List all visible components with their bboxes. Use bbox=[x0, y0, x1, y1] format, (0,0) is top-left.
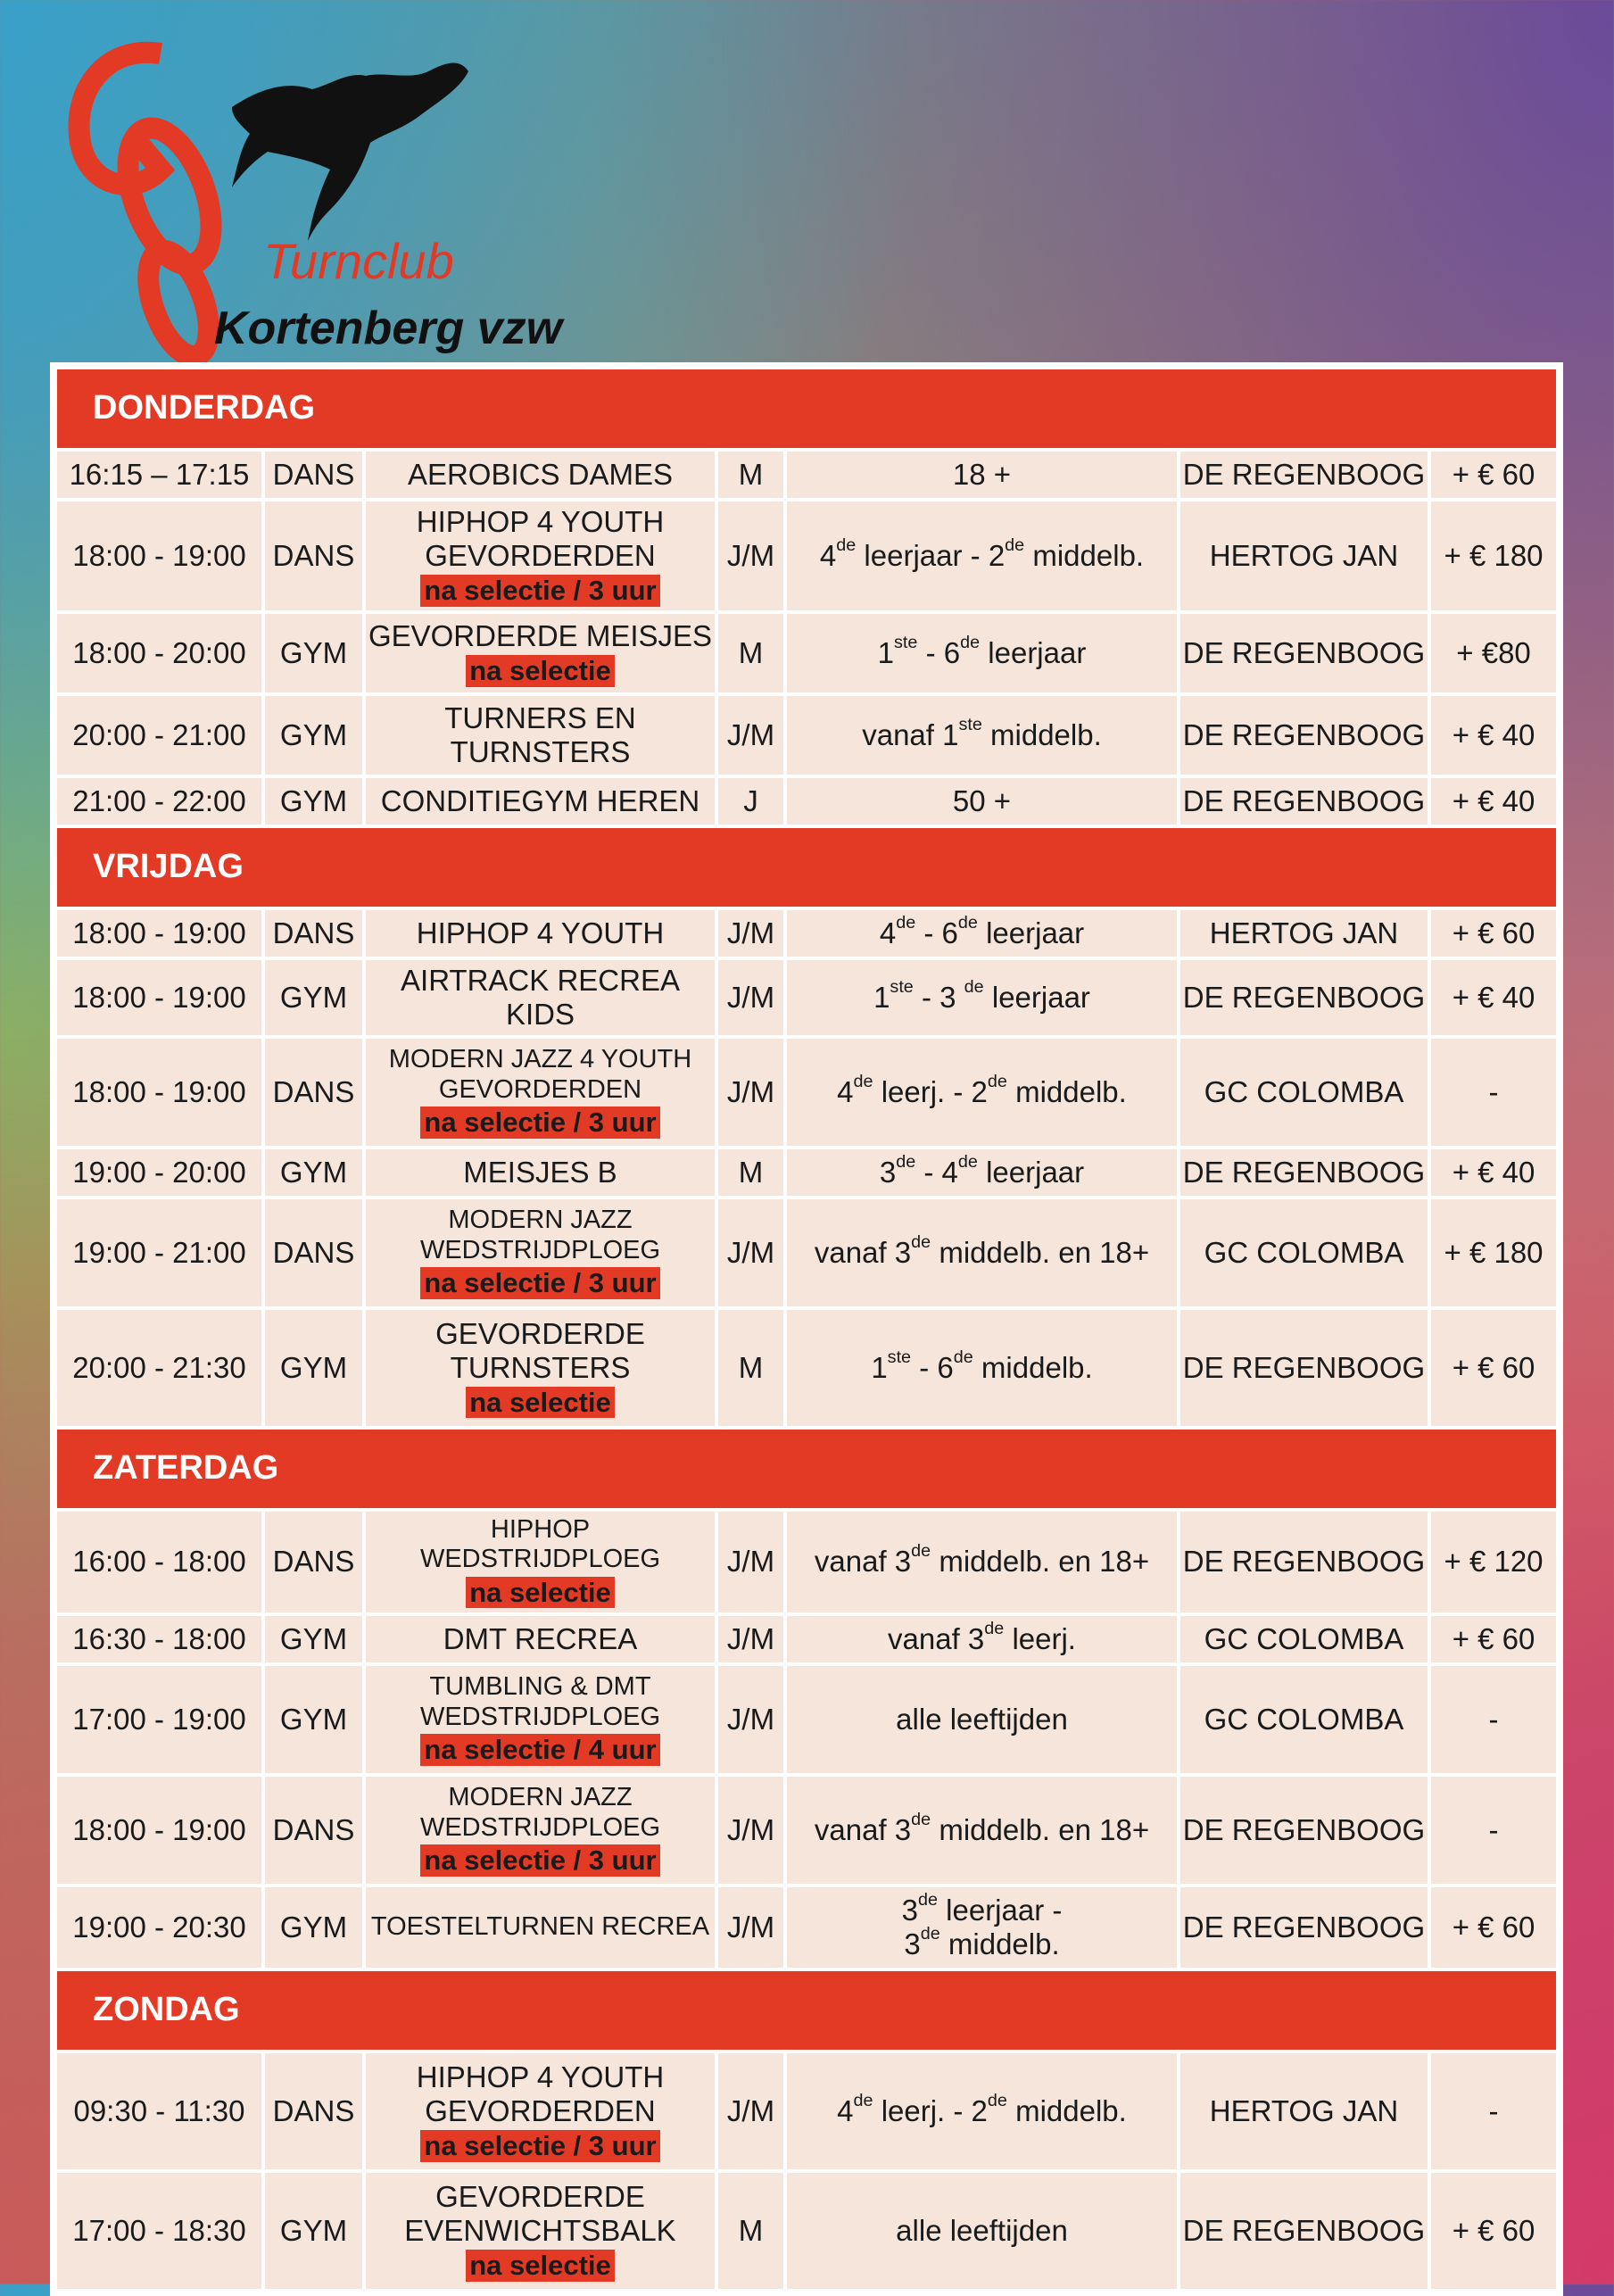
time-cell: 16:30 - 18:00 bbox=[57, 1616, 261, 1662]
type-cell: GYM bbox=[265, 1149, 362, 1196]
price-cell: + € 60 bbox=[1431, 2173, 1556, 2289]
time-cell: 17:00 - 18:30 bbox=[57, 2173, 261, 2289]
class-cell: HIPHOP WEDSTRIJDPLOEG na selectie bbox=[366, 1512, 715, 1612]
selection-note: na selectie bbox=[466, 1577, 615, 1609]
price-cell: + € 40 bbox=[1431, 960, 1556, 1035]
schedule-row bbox=[57, 1887, 1556, 1968]
age-cell: 3de - 4de leerjaar bbox=[787, 1149, 1177, 1196]
gender-cell: J/M bbox=[718, 960, 783, 1035]
time-cell: 19:00 - 20:00 bbox=[57, 1149, 261, 1196]
logo-line1: Turnclub bbox=[263, 233, 454, 289]
price-cell: + € 180 bbox=[1431, 1199, 1556, 1306]
location-cell: DE REGENBOOG bbox=[1180, 614, 1428, 692]
age-cell: 4de leerj. - 2de middelb. bbox=[787, 2053, 1177, 2169]
day-name: ZONDAG bbox=[57, 1971, 1556, 2050]
schedule-row bbox=[57, 910, 1556, 957]
gender-cell: M bbox=[718, 2173, 783, 2289]
price-cell: + € 120 bbox=[1431, 1512, 1556, 1612]
age-cell: 1ste - 6de middelb. bbox=[787, 1310, 1177, 1426]
class-cell: MODERN JAZZ WEDSTRIJDPLOEG na selectie / 3 uur bbox=[366, 1777, 715, 1884]
price-cell: + € 40 bbox=[1431, 1149, 1556, 1196]
schedule-row bbox=[57, 1149, 1556, 1196]
day-name: ZATERDAG bbox=[57, 1430, 1556, 1508]
location-cell: DE REGENBOOG bbox=[1180, 1512, 1428, 1612]
selection-note: na selectie / 3 uur bbox=[420, 2130, 659, 2162]
schedule-row bbox=[57, 696, 1556, 775]
price-cell: + € 180 bbox=[1431, 501, 1556, 610]
schedule-row bbox=[57, 2173, 1556, 2289]
location-cell: DE REGENBOOG bbox=[1180, 778, 1428, 825]
age-cell: vanaf 3de middelb. en 18+ bbox=[787, 1512, 1177, 1612]
schedule-row bbox=[57, 1512, 1556, 1612]
price-cell: + € 60 bbox=[1431, 1310, 1556, 1426]
day-header bbox=[57, 828, 1556, 907]
gender-cell: M bbox=[718, 1149, 783, 1196]
age-cell: 4de leerj. - 2de middelb. bbox=[787, 1039, 1177, 1146]
selection-note: na selectie / 3 uur bbox=[420, 1107, 659, 1139]
price-cell: + € 60 bbox=[1431, 452, 1556, 498]
price-cell: + € 60 bbox=[1431, 1616, 1556, 1662]
time-cell: 09:30 - 11:30 bbox=[57, 2053, 261, 2169]
time-cell: 20:00 - 21:30 bbox=[57, 1310, 261, 1426]
gender-cell: M bbox=[718, 452, 783, 498]
age-cell: vanaf 3de middelb. en 18+ bbox=[787, 1777, 1177, 1884]
type-cell: GYM bbox=[265, 778, 362, 825]
selection-note: na selectie bbox=[466, 2250, 615, 2282]
location-cell: GC COLOMBA bbox=[1180, 1666, 1428, 1773]
location-cell: DE REGENBOOG bbox=[1180, 960, 1428, 1035]
age-cell: 1ste - 6de leerjaar bbox=[787, 614, 1177, 692]
class-cell: HIPHOP 4 YOUTH bbox=[366, 910, 715, 957]
selection-note: na selectie / 3 uur bbox=[420, 1267, 659, 1299]
schedule-row bbox=[57, 1777, 1556, 1884]
price-cell: + €80 bbox=[1431, 614, 1556, 692]
price-cell: - bbox=[1431, 1039, 1556, 1146]
age-cell: alle leeftijden bbox=[787, 2173, 1177, 2289]
gender-cell: J/M bbox=[718, 696, 783, 775]
type-cell: GYM bbox=[265, 2173, 362, 2289]
day-name: DONDERDAG bbox=[57, 369, 1556, 448]
gender-cell: J bbox=[718, 778, 783, 825]
selection-note: na selectie bbox=[466, 1387, 615, 1419]
type-cell: DANS bbox=[265, 2053, 362, 2169]
type-cell: GYM bbox=[265, 1887, 362, 1968]
class-cell: MEISJES B bbox=[366, 1149, 715, 1196]
schedule-grid bbox=[54, 366, 1560, 2292]
age-cell: 4de - 6de leerjaar bbox=[787, 910, 1177, 957]
location-cell: DE REGENBOOG bbox=[1180, 1777, 1428, 1884]
class-cell: AEROBICS DAMES bbox=[366, 452, 715, 498]
gender-cell: J/M bbox=[718, 1512, 783, 1612]
time-cell: 18:00 - 19:00 bbox=[57, 1039, 261, 1146]
gender-cell: J/M bbox=[718, 910, 783, 957]
schedule-row bbox=[57, 1666, 1556, 1773]
location-cell: DE REGENBOOG bbox=[1180, 696, 1428, 775]
time-cell: 20:00 - 21:00 bbox=[57, 696, 261, 775]
day-header bbox=[57, 369, 1556, 448]
gender-cell: J/M bbox=[718, 1666, 783, 1773]
type-cell: GYM bbox=[265, 1616, 362, 1662]
gender-cell: J/M bbox=[718, 2053, 783, 2169]
location-cell: DE REGENBOOG bbox=[1180, 1149, 1428, 1196]
class-cell: GEVORDERDE MEISJES na selectie bbox=[366, 614, 715, 692]
location-cell: GC COLOMBA bbox=[1180, 1039, 1428, 1146]
age-cell: vanaf 3de leerj. bbox=[787, 1616, 1177, 1662]
class-cell: HIPHOP 4 YOUTH GEVORDERDEN na selectie / 3 uur bbox=[366, 2053, 715, 2169]
class-cell: GEVORDERDE EVENWICHTSBALK na selectie bbox=[366, 2173, 715, 2289]
location-cell: DE REGENBOOG bbox=[1180, 1887, 1428, 1968]
location-cell: DE REGENBOOG bbox=[1180, 2173, 1428, 2289]
selection-note: na selectie / 3 uur bbox=[420, 575, 659, 607]
location-cell: HERTOG JAN bbox=[1180, 910, 1428, 957]
schedule-row bbox=[57, 614, 1556, 692]
location-cell: HERTOG JAN bbox=[1180, 2053, 1428, 2169]
age-cell: 4de leerjaar - 2de middelb. bbox=[787, 501, 1177, 610]
time-cell: 18:00 - 19:00 bbox=[57, 1777, 261, 1884]
type-cell: GYM bbox=[265, 696, 362, 775]
age-cell: vanaf 3de middelb. en 18+ bbox=[787, 1199, 1177, 1306]
gender-cell: J/M bbox=[718, 1039, 783, 1146]
location-cell: DE REGENBOOG bbox=[1180, 1310, 1428, 1426]
time-cell: 19:00 - 20:30 bbox=[57, 1887, 261, 1968]
price-cell: + € 40 bbox=[1431, 778, 1556, 825]
price-cell: + € 60 bbox=[1431, 1887, 1556, 1968]
gymnast-head bbox=[329, 84, 358, 112]
type-cell: DANS bbox=[265, 452, 362, 498]
schedule-row bbox=[57, 501, 1556, 610]
age-cell: vanaf 1ste middelb. bbox=[787, 696, 1177, 775]
class-cell: DMT RECREA bbox=[366, 1616, 715, 1662]
selection-note: na selectie bbox=[466, 655, 615, 687]
price-cell: + € 60 bbox=[1431, 910, 1556, 957]
logo-initials bbox=[79, 53, 227, 364]
schedule-row bbox=[57, 2053, 1556, 2169]
club-logo bbox=[54, 36, 571, 366]
type-cell: DANS bbox=[265, 1777, 362, 1884]
schedule-table bbox=[50, 362, 1563, 2296]
gender-cell: J/M bbox=[718, 1887, 783, 1968]
time-cell: 18:00 - 19:00 bbox=[57, 960, 261, 1035]
type-cell: DANS bbox=[265, 501, 362, 610]
location-cell: GC COLOMBA bbox=[1180, 1199, 1428, 1306]
type-cell: GYM bbox=[265, 960, 362, 1035]
class-cell: TOESTELTURNEN RECREA bbox=[366, 1887, 715, 1968]
class-cell: MODERN JAZZ WEDSTRIJDPLOEG na selectie / 3 uur bbox=[366, 1199, 715, 1306]
class-cell: HIPHOP 4 YOUTH GEVORDERDEN na selectie / 3 uur bbox=[366, 501, 715, 610]
price-cell: + € 40 bbox=[1431, 696, 1556, 775]
age-cell: alle leeftijden bbox=[787, 1666, 1177, 1773]
time-cell: 16:00 - 18:00 bbox=[57, 1512, 261, 1612]
class-cell: MODERN JAZZ 4 YOUTH GEVORDERDEN na selectie / 3 uur bbox=[366, 1039, 715, 1146]
gender-cell: J/M bbox=[718, 501, 783, 610]
age-cell: 1ste - 3 $^{de}$ leerjaar bbox=[787, 960, 1177, 1035]
time-cell: 18:00 - 20:00 bbox=[57, 614, 261, 692]
schedule-row bbox=[57, 778, 1556, 825]
selection-note: na selectie / 4 uur bbox=[420, 1734, 659, 1766]
time-cell: 16:15 – 17:15 bbox=[57, 452, 261, 498]
schedule-row bbox=[57, 1039, 1556, 1146]
time-cell: 18:00 - 19:00 bbox=[57, 910, 261, 957]
gender-cell: M bbox=[718, 1310, 783, 1426]
type-cell: DANS bbox=[265, 910, 362, 957]
schedule-row bbox=[57, 1199, 1556, 1306]
class-cell: GEVORDERDE TURNSTERS na selectie bbox=[366, 1310, 715, 1426]
schedule-row bbox=[57, 1310, 1556, 1426]
class-cell: TURNERS EN TURNSTERS bbox=[366, 696, 715, 775]
selection-note: na selectie / 3 uur bbox=[420, 1844, 659, 1877]
age-cell: 50 + bbox=[787, 778, 1177, 825]
location-cell: HERTOG JAN bbox=[1180, 501, 1428, 610]
type-cell: DANS bbox=[265, 1199, 362, 1306]
day-name: VRIJDAG bbox=[57, 828, 1556, 907]
type-cell: GYM bbox=[265, 614, 362, 692]
time-cell: 17:00 - 19:00 bbox=[57, 1666, 261, 1773]
logo-line2: Kortenberg vzw bbox=[214, 303, 563, 354]
time-cell: 19:00 - 21:00 bbox=[57, 1199, 261, 1306]
schedule-row bbox=[57, 1616, 1556, 1662]
price-cell: - bbox=[1431, 1666, 1556, 1773]
time-cell: 18:00 - 19:00 bbox=[57, 501, 261, 610]
age-cell: 18 + bbox=[787, 452, 1177, 498]
class-cell: TUMBLING & DMT WEDSTRIJDPLOEG na selectie / 4 uur bbox=[366, 1666, 715, 1773]
day-header bbox=[57, 1430, 1556, 1508]
type-cell: GYM bbox=[265, 1310, 362, 1426]
type-cell: DANS bbox=[265, 1512, 362, 1612]
gender-cell: J/M bbox=[718, 1616, 783, 1662]
schedule-row bbox=[57, 452, 1556, 498]
day-header bbox=[57, 1971, 1556, 2050]
location-cell: GC COLOMBA bbox=[1180, 1616, 1428, 1662]
schedule-row bbox=[57, 960, 1556, 1035]
time-cell: 21:00 - 22:00 bbox=[57, 778, 261, 825]
price-cell: - bbox=[1431, 1777, 1556, 1884]
class-cell: CONDITIEGYM HEREN bbox=[366, 778, 715, 825]
age-cell: 3de leerjaar - 3de middelb. bbox=[787, 1887, 1177, 1968]
type-cell: GYM bbox=[265, 1666, 362, 1773]
class-cell: AIRTRACK RECREA KIDS bbox=[366, 960, 715, 1035]
type-cell: DANS bbox=[265, 1039, 362, 1146]
price-cell: - bbox=[1431, 2053, 1556, 2169]
location-cell: DE REGENBOOG bbox=[1180, 452, 1428, 498]
gender-cell: J/M bbox=[718, 1199, 783, 1306]
gender-cell: J/M bbox=[718, 1777, 783, 1884]
gender-cell: M bbox=[718, 614, 783, 692]
